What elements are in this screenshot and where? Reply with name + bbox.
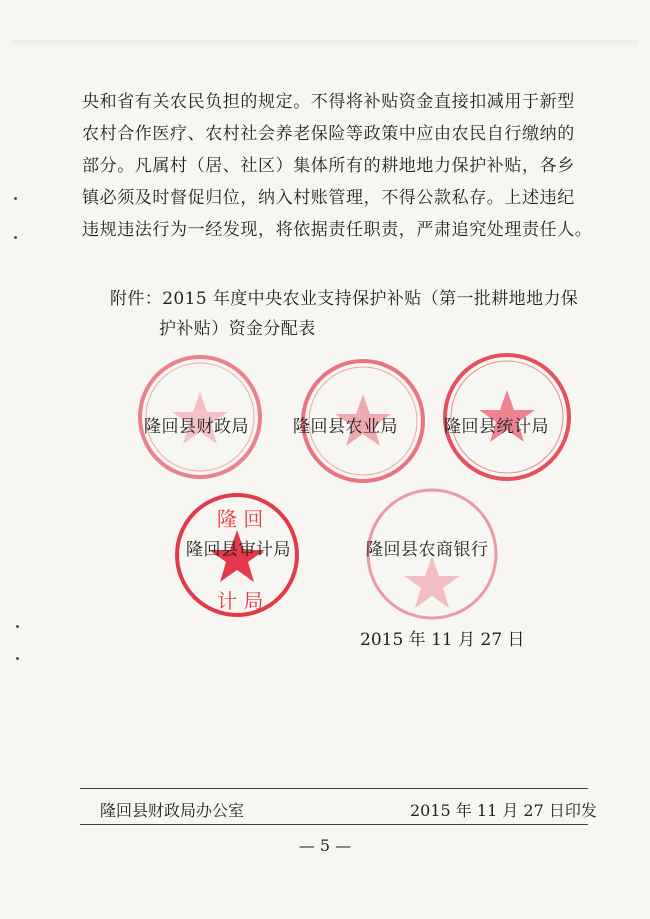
signer-rural-commercial-bank: 隆回县农商银行 xyxy=(366,540,489,560)
signer-finance-bureau: 隆回县财政局 xyxy=(144,417,249,437)
body-paragraph xyxy=(82,86,593,246)
page-number: — 5 — xyxy=(298,836,352,855)
signer-agriculture-bureau: 隆回县农业局 xyxy=(293,417,398,437)
body-line: 央和省有关农民负担的规定。不得将补贴资金直接扣减用于新型 xyxy=(82,92,575,112)
attachment-line: 护补贴）资金分配表 xyxy=(159,319,316,339)
audit-seal-top-text: 隆 回 xyxy=(217,507,264,531)
signer-audit-bureau: 隆回县审计局 xyxy=(186,540,291,560)
body-line: 农村合作医疗、农村社会养老保险等政策中应由农民自行缴纳的 xyxy=(82,124,575,144)
scan-artifact-band xyxy=(12,40,638,46)
footer-bottom-rule xyxy=(80,824,588,825)
scan-speck xyxy=(14,197,17,200)
audit-seal-bottom-text: 计 局 xyxy=(217,589,264,613)
scan-speck xyxy=(16,657,19,660)
footer-top-rule xyxy=(80,788,588,789)
signer-statistics-bureau: 隆回县统计局 xyxy=(444,417,549,437)
body-line: 违规违法行为一经发现，将依据责任职责，严肃追究处理责任人。 xyxy=(82,220,593,240)
signing-date: 2015 年 11 月 27 日 xyxy=(360,630,525,650)
attachment-note xyxy=(110,284,590,344)
attachment-line: 附件：2015 年度中央农业支持保护补贴（第一批耕地地力保 xyxy=(110,289,579,309)
scan-speck xyxy=(16,625,19,628)
issue-date: 2015 年 11 月 27 日印发 xyxy=(410,801,597,820)
scan-speck xyxy=(14,236,17,239)
body-line: 部分。凡属村（居、社区）集体所有的耕地地力保护补贴，各乡 xyxy=(82,156,575,176)
body-line: 镇必须及时督促归位，纳入村账管理，不得公款私存。上述违纪 xyxy=(82,188,575,208)
issuing-office: 隆回县财政局办公室 xyxy=(100,801,245,820)
